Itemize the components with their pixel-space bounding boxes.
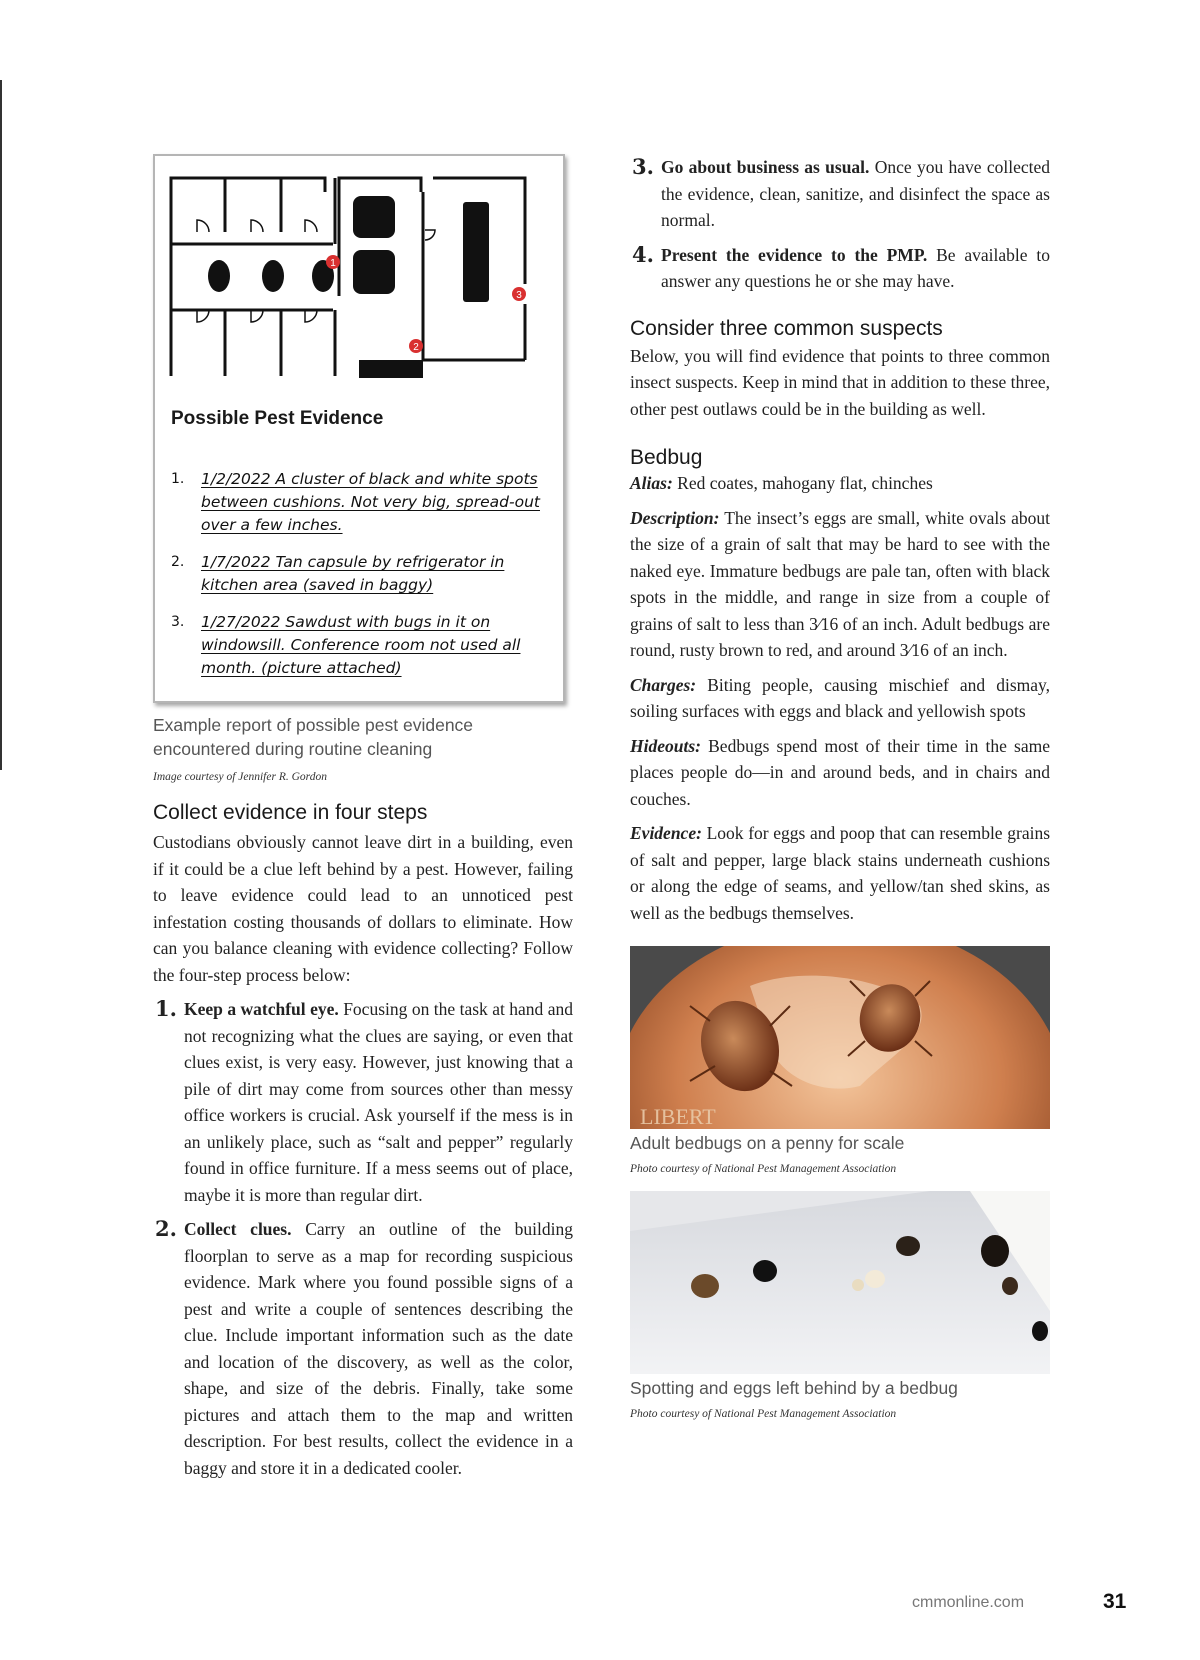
- bedbug-alias: Alias: Red coates, mahogany flat, chinches: [630, 473, 933, 493]
- collect-intro: Custodians obviously cannot leave dirt in a building, even if it could be a clue left behind by a pest. However, failing to leave evidence could lead to an unnoticed pest infestation costing thousands of dollars to eliminate. How can you balance cleaning with evidence collecting? Follow the four-step process below:: [153, 832, 573, 985]
- figure-title: Possible Pest Evidence: [171, 408, 384, 429]
- note-item: 1. 1/2/2022 A cluster of black and white spots between cushions. Not very big, spread-out over a few inches.: [171, 470, 540, 534]
- photo1-caption: Adult bedbugs on a penny for scale: [630, 1133, 905, 1153]
- bedbug-description: Description: The insect’s eggs are small, white ovals about the size of a grain of salt that may be hard to see with the naked eye. Immature bedbugs are pale tan, often with black spots in the middle, and range in size from a couple of grains of salt to less than 3⁄16 of an inch. Adult bedbugs are round, rusty brown to red, and around 3⁄16 of an inch.: [630, 507, 1050, 660]
- figure-credit: Image courtesy of Jennifer R. Gordon: [153, 771, 327, 783]
- bedbug-spotting-photo: [630, 1191, 1050, 1374]
- coin-inscription: LIBERT: [640, 1104, 716, 1129]
- photo2-caption: Spotting and eggs left behind by a bedbug: [630, 1378, 958, 1398]
- bedbug-evidence: Evidence: Look for eggs and poop that can resemble grains of salt and pepper, large black stains underneath cushions or along the edge of seams, and yellow/tan shed skins, as well as the bedbugs themselves.: [630, 823, 1051, 923]
- note-item: 2. 1/7/2022 Tan capsule by refrigerator in kitchen area (saved in baggy): [171, 553, 505, 594]
- marker-1: 1: [330, 258, 336, 269]
- note-item: 3. 1/27/2022 Sawdust with bugs in it on windowsill. Conference room not used all month. (picture attached): [171, 613, 521, 677]
- bedbug-hideouts: Hideouts: Bedbugs spend most of their time in the same places people do—in and around beds, and in chairs and couches.: [630, 735, 1051, 809]
- bedbug-heading: Bedbug: [630, 446, 703, 469]
- page-number: 31: [1103, 1590, 1127, 1613]
- penny-bedbugs-photo: [630, 946, 1050, 1129]
- footer-url: cmmonline.com: [912, 1594, 1025, 1611]
- figure-caption: Example report of possible pest evidence encountered during routine cleaning: [153, 715, 474, 759]
- step-item: 4. Present the evidence to the PMP. Be available to answer any questions he or she may have.: [632, 241, 1051, 291]
- photo1-credit: Photo courtesy of National Pest Management Association: [630, 1163, 897, 1175]
- suspects-text: Below, you will find evidence that points to three common insect suspects. Keep in mind that in addition to these three, other pest outlaws could be in the building as well.: [630, 345, 1050, 419]
- step-item: 1. Keep a watchful eye. Focusing on the task at hand and not recognizing what the clues are saying, or even that clues exist, is very easy. However, just knowing that a pile of dirt may come from sources other than messy office workers is crucial. Ask yourself if the mess is in an unlikely place, such as “salt and pepper” regularly found in office furniture. If a mess seems out of place, maybe it is more than regular dirt.: [155, 996, 574, 1205]
- photo2-credit: Photo courtesy of National Pest Management Association: [630, 1408, 897, 1420]
- step-item: 3. Go about business as usual. Once you have collected the evidence, clean, sanitize, and disinfect the space as normal.: [632, 154, 1050, 230]
- left-column: [153, 154, 573, 1489]
- floorplan-diagram: [163, 164, 555, 394]
- bedbug-charges: Charges: Biting people, causing mischief and dismay, soiling surfaces with eggs and black and yellowish spots: [630, 674, 1051, 721]
- step-item: 2. Collect clues. Carry an outline of the building floorplan to serve as a map for recording suspicious evidence. Mark where you found possible signs of a pest and write a couple of sentences describing the clue. Include important information such as the date and location of the discovery, as well as the color, shape, and size of the debris. Finally, take some pictures and attach them to the map and written description. For best results, collect the evidence in a baggy and store it in a dedicated cooler.: [155, 1216, 574, 1478]
- steps-list-right: [630, 154, 1050, 295]
- right-column: [630, 154, 1050, 1420]
- evidence-notes: [171, 468, 551, 694]
- pest-evidence-figure: [153, 154, 565, 703]
- page-edge-line: [0, 80, 2, 770]
- collect-heading: Collect evidence in four steps: [153, 801, 428, 824]
- marker-3: 3: [516, 290, 522, 301]
- steps-list-left: [153, 996, 573, 1481]
- marker-2: 2: [413, 342, 419, 353]
- suspects-heading: Consider three common suspects: [630, 316, 943, 340]
